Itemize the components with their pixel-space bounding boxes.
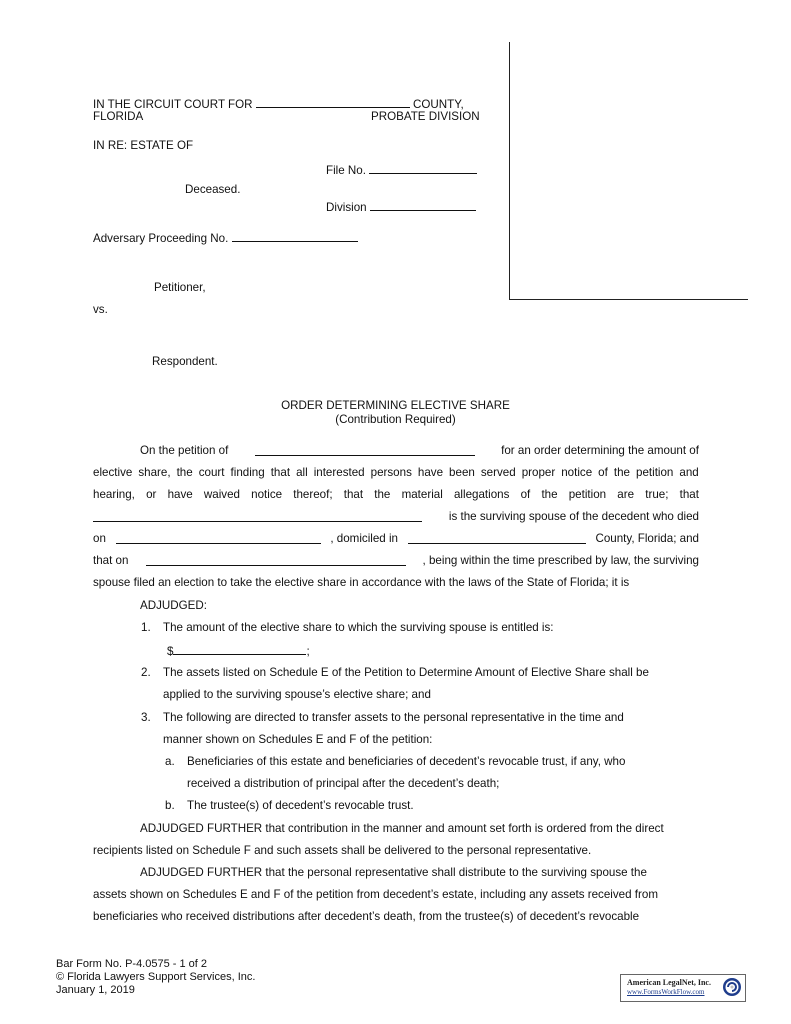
word: persons <box>370 466 412 479</box>
word: that <box>343 488 364 501</box>
form-number: Bar Form No. P-4.0575 - 1 of 2 <box>56 958 208 970</box>
adjudged-label: ADJUDGED: <box>140 599 207 612</box>
word: are <box>617 488 635 501</box>
item-3a-line-1: Beneficiaries of this estate and beneficiaries of decedent’s revocable trust, if any, who <box>187 755 626 768</box>
vs-label: vs. <box>93 303 108 316</box>
order-title: ORDER DETERMINING ELECTIVE SHARE <box>281 399 510 412</box>
item-1-number: 1. <box>141 621 151 634</box>
item-3-line-1: The following are directed to transfer assets to the personal representative in the time and <box>163 711 624 724</box>
word: the <box>541 488 558 501</box>
deceased-label: Deceased. <box>185 183 241 196</box>
item-2-number: 2. <box>141 666 151 679</box>
item-3-line-2: manner shown on Schedules E and F of the petition: <box>163 733 433 746</box>
petitioner-name-blank[interactable] <box>255 444 475 456</box>
word: the <box>176 466 193 479</box>
court-line <box>93 96 464 111</box>
word: elective <box>93 466 133 479</box>
adjudged-further-1-line-1: ADJUDGED FURTHER that contribution in the manner and amount set forth is ordered from the direct <box>140 822 664 835</box>
order-for-text: for an order determining the amount of <box>501 444 699 457</box>
word: interested <box>313 466 365 479</box>
word: of <box>598 466 608 479</box>
word: been <box>449 466 475 479</box>
body-line-7: spouse filed an election to take the elective share in accordance with the laws of the State of Florida; it is <box>93 576 630 589</box>
dollar-sign: $ <box>167 645 174 658</box>
word: the <box>374 488 391 501</box>
word: finding <box>230 466 265 479</box>
body-line-1 <box>93 444 699 457</box>
item-3a-letter: a. <box>165 755 175 768</box>
respondent-label: Respondent. <box>152 355 218 368</box>
adversary-line <box>93 230 358 245</box>
order-subtitle: (Contribution Required) <box>335 413 456 426</box>
division-line <box>326 199 476 214</box>
adjudged-further-2-line-3: beneficiaries who received distributions after decedent’s death, from the trustee(s) of decedent’s revocable <box>93 910 640 923</box>
surviving-spouse-text: is the surviving spouse of the decedent who died <box>448 510 699 523</box>
on-text: on <box>93 532 106 545</box>
item-3b-letter: b. <box>165 799 175 812</box>
county-blank[interactable] <box>256 96 410 108</box>
petition-of-text: On the petition of <box>140 444 229 457</box>
word: have <box>167 488 193 501</box>
word: thereof; <box>293 488 333 501</box>
word: allegations <box>453 488 510 501</box>
word: share, <box>138 466 171 479</box>
petitioner-label: Petitioner, <box>154 281 206 294</box>
word: of <box>520 488 531 501</box>
elective-share-amount-blank[interactable] <box>173 643 306 655</box>
file-no-blank[interactable] <box>369 162 477 174</box>
body-line-6 <box>93 554 699 567</box>
elective-share-amount-line <box>167 643 310 658</box>
item-3-number: 3. <box>141 711 151 724</box>
adjudged-further-2-line-2: assets shown on Schedules E and F of the petition from decedent’s estate, including any assets received from <box>93 888 658 901</box>
form-date: January 1, 2019 <box>56 984 135 996</box>
division-name: PROBATE DIVISION <box>371 110 480 123</box>
word: that <box>679 488 699 501</box>
adversary-blank[interactable] <box>232 230 358 242</box>
county-florida-text: County, Florida; and <box>595 532 699 545</box>
body-line-4 <box>93 510 699 523</box>
court-label: IN THE CIRCUIT COURT FOR <box>93 98 253 111</box>
item-3b-text: The trustee(s) of decedent’s revocable trust. <box>187 799 414 812</box>
time-prescribed-text: , being within the time prescribed by law, the surviving <box>422 554 699 567</box>
item-2-line-1: The assets listed on Schedule E of the Petition to Determine Amount of Elective Share shall be <box>163 666 649 679</box>
date-of-death-blank[interactable] <box>116 532 321 544</box>
word: that <box>270 466 291 479</box>
copyright: © Florida Lawyers Support Services, Inc. <box>56 971 256 983</box>
item-1-text: The amount of the elective share to which the surviving spouse is entitled is: <box>163 621 554 634</box>
legalnet-logo[interactable] <box>620 974 746 1002</box>
body-line-3 <box>93 488 699 501</box>
logo-name: American LegalNet, Inc. <box>627 978 711 987</box>
word: court <box>198 466 225 479</box>
word: petition <box>636 466 674 479</box>
county-domicile-blank[interactable] <box>408 532 586 544</box>
file-no-line <box>326 162 477 177</box>
word: notice <box>251 488 283 501</box>
word: or <box>146 488 157 501</box>
adjudged-further-2-line-1: ADJUDGED FURTHER that the personal representative shall distribute to the surviving spouse the <box>140 866 647 879</box>
item-2-line-2: applied to the surviving spouse’s elective share; and <box>163 688 431 701</box>
logo-url[interactable]: www.FormsWorkFlow.com <box>627 988 705 996</box>
word: petition <box>568 488 607 501</box>
county-suffix: COUNTY, <box>413 98 464 111</box>
division-blank[interactable] <box>370 199 476 211</box>
adversary-label: Adversary Proceeding No. <box>93 232 229 245</box>
domiciled-text: , domiciled in <box>330 532 399 545</box>
word: material <box>401 488 443 501</box>
word: waived <box>203 488 240 501</box>
word: notice <box>561 466 593 479</box>
legalnet-emblem-icon <box>722 977 742 997</box>
file-no-label: File No. <box>326 164 366 177</box>
caption-vertical-rule <box>509 42 510 299</box>
in-re-label: IN RE: ESTATE OF <box>93 139 194 152</box>
election-date-blank[interactable] <box>146 554 406 566</box>
adjudged-further-1-line-2: recipients listed on Schedule F and such assets shall be delivered to the personal representative. <box>93 844 592 857</box>
word: and <box>679 466 699 479</box>
state-label: FLORIDA <box>93 110 144 123</box>
word: proper <box>521 466 556 479</box>
word: all <box>296 466 308 479</box>
item-3a-line-2: received a distribution of principal after the decedent’s death; <box>187 777 500 790</box>
that-on-text: that on <box>93 554 129 567</box>
word: served <box>480 466 516 479</box>
body-line-5 <box>93 532 699 545</box>
word: have <box>417 466 444 479</box>
division-label: Division <box>326 201 367 214</box>
surviving-spouse-blank[interactable] <box>93 510 422 522</box>
semicolon: ; <box>306 645 310 658</box>
body-line-2 <box>93 466 699 479</box>
word: true; <box>645 488 669 501</box>
word: hearing, <box>93 488 135 501</box>
caption-horizontal-rule <box>509 299 748 300</box>
word: the <box>613 466 630 479</box>
